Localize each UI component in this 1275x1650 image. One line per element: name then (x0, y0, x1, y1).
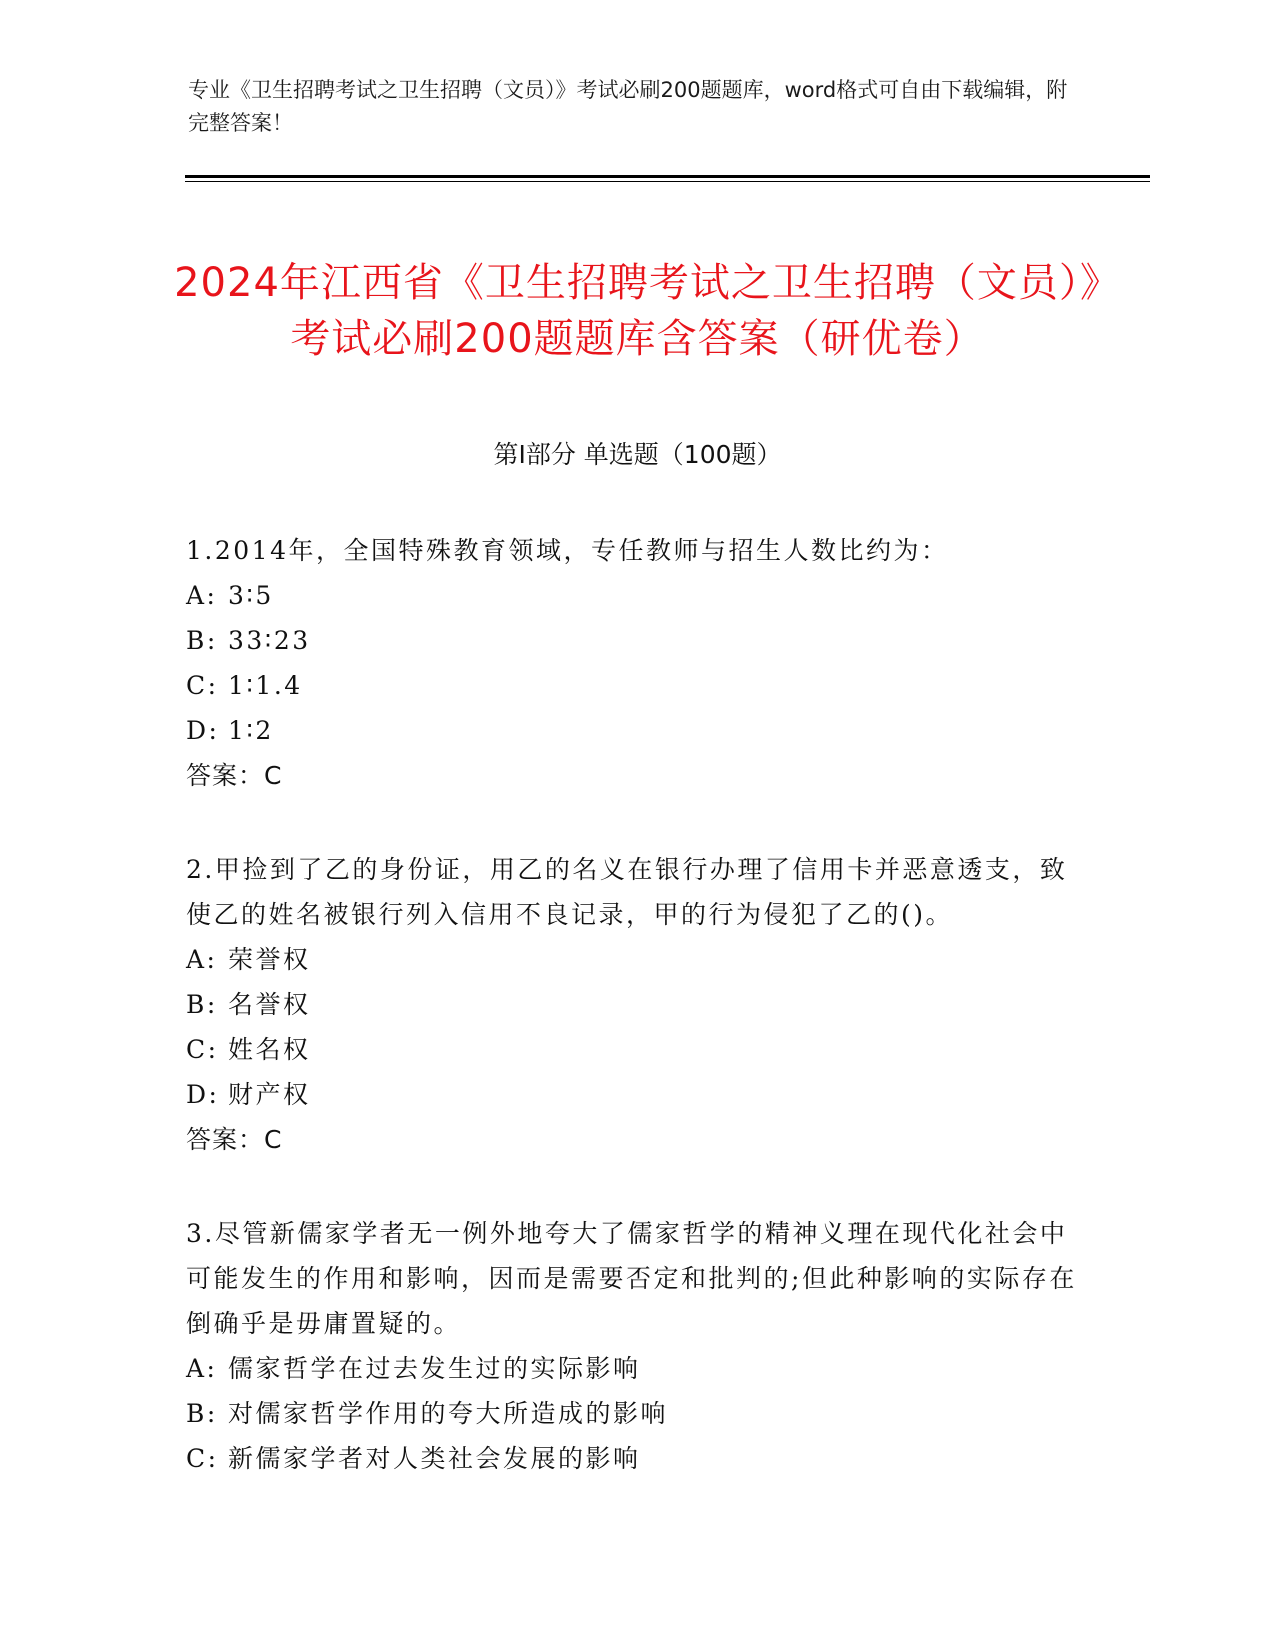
option-letter: A: (186, 581, 218, 610)
question-3 (186, 1211, 1086, 1481)
option-a (186, 573, 1086, 618)
document-title: 2024年江西省《卫生招聘考试之卫生招聘（文员）》考试必刷200题题库含答案（研优卷） (174, 259, 1101, 362)
header-rule-thick (185, 175, 1150, 178)
question-list (186, 528, 1086, 1530)
option-text: 1∶2 (228, 716, 274, 745)
option-text: 33∶23 (228, 626, 311, 655)
option-text: 荣誉权 (228, 945, 311, 974)
option-c (186, 663, 1086, 708)
section-title: 第Ⅰ部分 单选题（100题） (493, 440, 782, 469)
question-2 (186, 847, 1086, 1162)
option-letter: A: (186, 945, 218, 974)
answer-line: 答案：C (186, 761, 283, 790)
option-c (186, 1436, 1086, 1481)
option-letter: D: (186, 716, 220, 745)
option-letter: C: (186, 671, 219, 700)
question-stem: 1.2014年，全国特殊教育领域，专任教师与招生人数比约为： (186, 536, 949, 565)
option-a (186, 937, 1086, 982)
option-text: 名誉权 (228, 990, 311, 1019)
option-c (186, 1027, 1086, 1072)
option-text: 财产权 (228, 1080, 311, 1109)
option-letter: B: (186, 1399, 218, 1428)
option-text: 姓名权 (228, 1035, 311, 1064)
question-stem: 2.甲捡到了乙的身份证，用乙的名义在银行办理了信用卡并恶意透支，致使乙的姓名被银行列入信用不良记录，甲的行为侵犯了乙的()。 (186, 855, 1068, 929)
option-d (186, 1072, 1086, 1117)
option-text: 对儒家哲学作用的夸大所造成的影响 (228, 1399, 669, 1428)
option-b (186, 1391, 1086, 1436)
option-b (186, 618, 1086, 663)
option-text: 新儒家学者对人类社会发展的影响 (228, 1444, 641, 1473)
option-b (186, 982, 1086, 1027)
option-letter: D: (186, 1080, 220, 1109)
option-text: 儒家哲学在过去发生过的实际影响 (228, 1354, 641, 1383)
header-note: 专业《卫生招聘考试之卫生招聘（文员）》考试必刷200题题库，word格式可自由下载编辑，附完整答案！ (188, 78, 1068, 135)
option-letter: B: (186, 626, 218, 655)
question-stem: 3.尽管新儒家学者无一例外地夸大了儒家哲学的精神义理在现代化社会中可能发生的作用和影响，因而是需要否定和批判的;但此种影响的实际存在倒确乎是毋庸置疑的。 (186, 1219, 1077, 1338)
answer-line: 答案：C (186, 1125, 283, 1154)
option-letter: C: (186, 1444, 219, 1473)
option-letter: B: (186, 990, 218, 1019)
option-letter: A: (186, 1354, 218, 1383)
option-a (186, 1346, 1086, 1391)
option-text: 1∶1.4 (228, 671, 303, 700)
option-text: 3∶5 (228, 581, 274, 610)
option-letter: C: (186, 1035, 219, 1064)
option-d (186, 708, 1086, 753)
header-rule-thin (185, 181, 1150, 182)
question-1 (186, 528, 1086, 798)
